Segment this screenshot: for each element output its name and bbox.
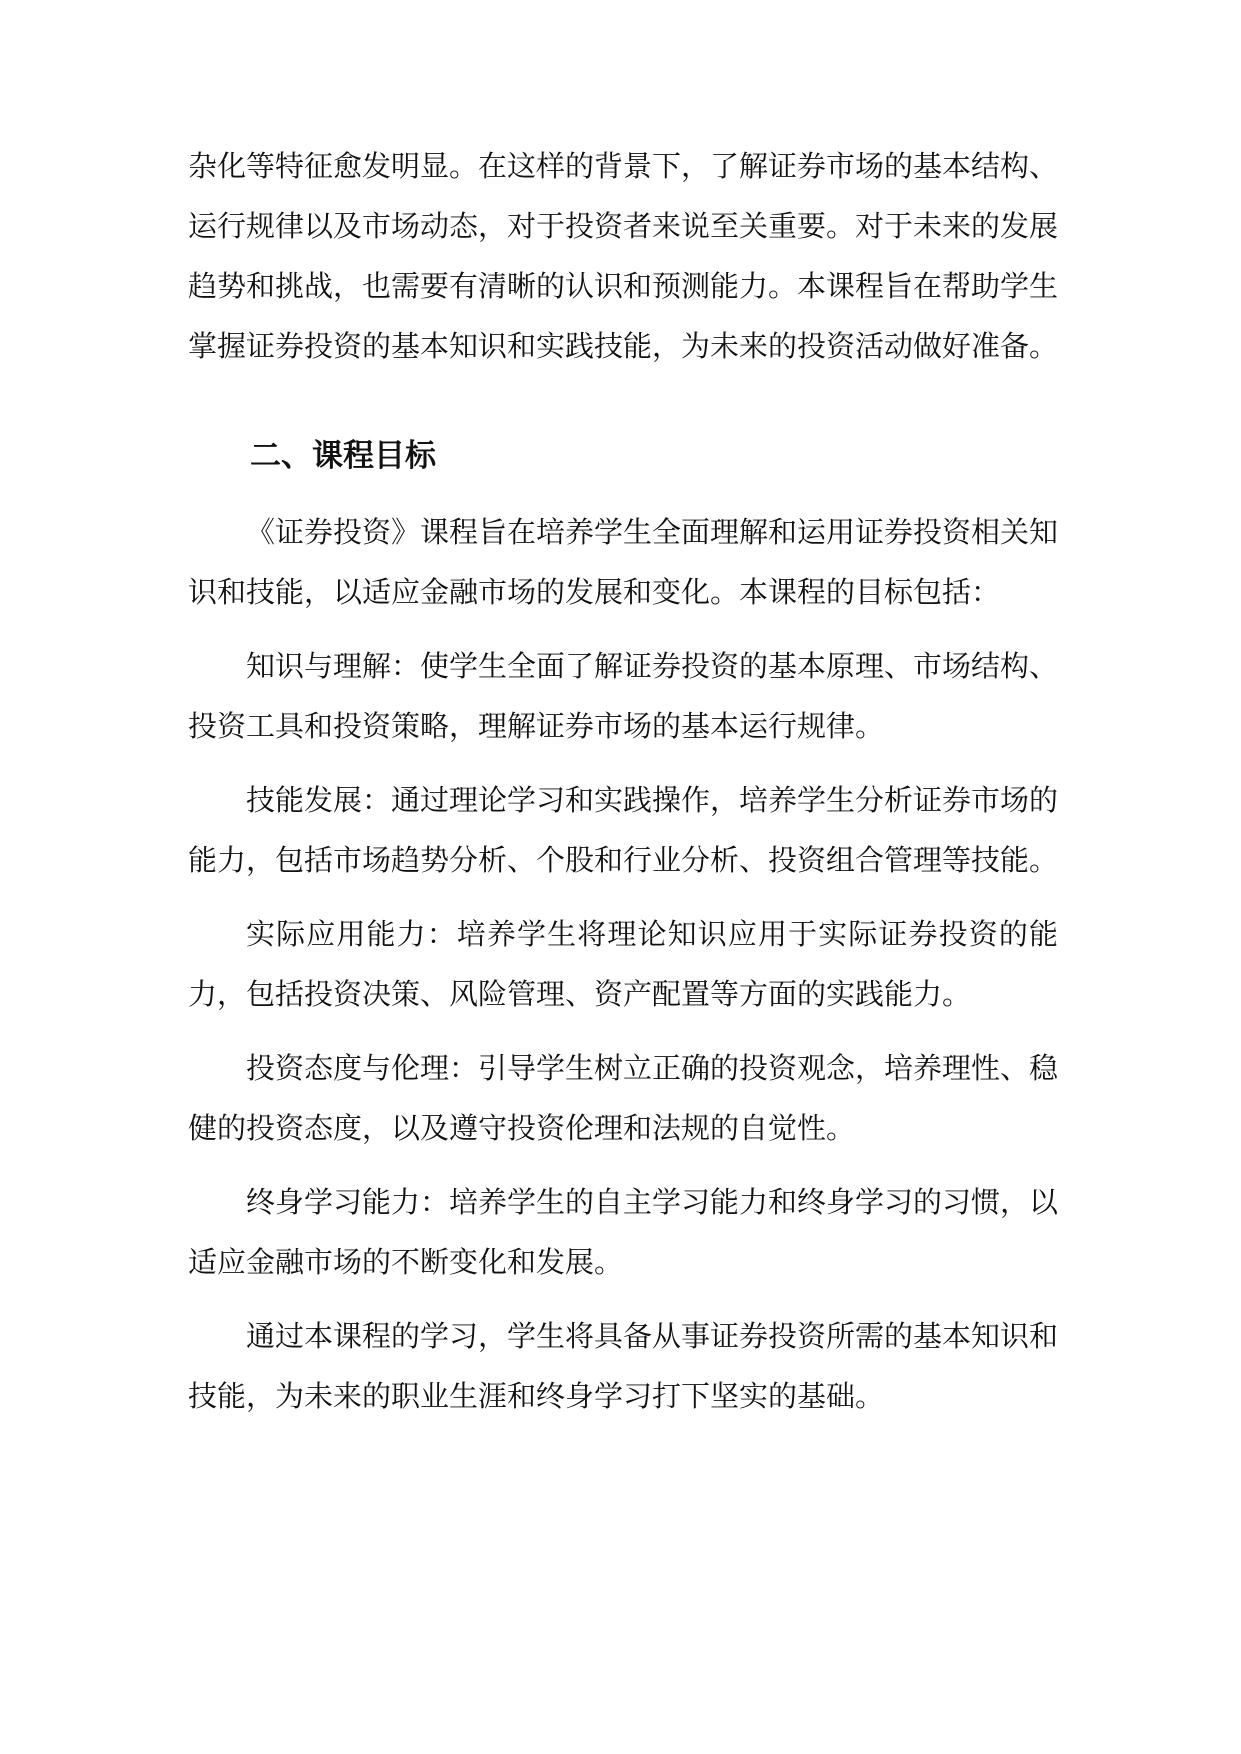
goal-application-paragraph: 实际应用能力：培养学生将理论知识应用于实际证券投资的能力，包括投资决策、风险管理、资产配置等方面的实践能力。 — [188, 917, 1058, 1011]
section-heading: 二、课程目标 — [250, 438, 436, 474]
goal-knowledge-paragraph: 知识与理解：使学生全面了解证券投资的基本原理、市场结构、投资工具和投资策略，理解证券市场的基本运行规律。 — [188, 649, 1059, 743]
document-body — [188, 136, 1058, 1426]
goal-ethics-paragraph: 投资态度与伦理：引导学生树立正确的投资观念，培养理性、稳健的投资态度，以及遵守投资伦理和法规的自觉性。 — [188, 1051, 1059, 1145]
intro-paragraph: 杂化等特征愈发明显。在这样的背景下，了解证券市场的基本结构、运行规律以及市场动态，对于投资者来说至关重要。对于未来的发展趋势和挑战，也需要有清晰的认识和预测能力。本课程旨在帮助学生掌握证券投资的基本知识和实践技能，为未来的投资活动做好准备。 — [188, 149, 1059, 363]
conclusion-paragraph: 通过本课程的学习，学生将具备从事证券投资所需的基本知识和技能，为未来的职业生涯和终身学习打下坚实的基础。 — [188, 1319, 1059, 1413]
goal-lifelong-learning-paragraph: 终身学习能力：培养学生的自主学习能力和终身学习的习惯，以适应金融市场的不断变化和发展。 — [188, 1185, 1059, 1279]
goal-skills-paragraph: 技能发展：通过理论学习和实践操作，培养学生分析证券市场的能力，包括市场趋势分析、个股和行业分析、投资组合管理等技能。 — [188, 783, 1059, 877]
goal-intro-paragraph: 《证券投资》课程旨在培养学生全面理解和运用证券投资相关知识和技能，以适应金融市场的发展和变化。本课程的目标包括： — [188, 515, 1059, 609]
